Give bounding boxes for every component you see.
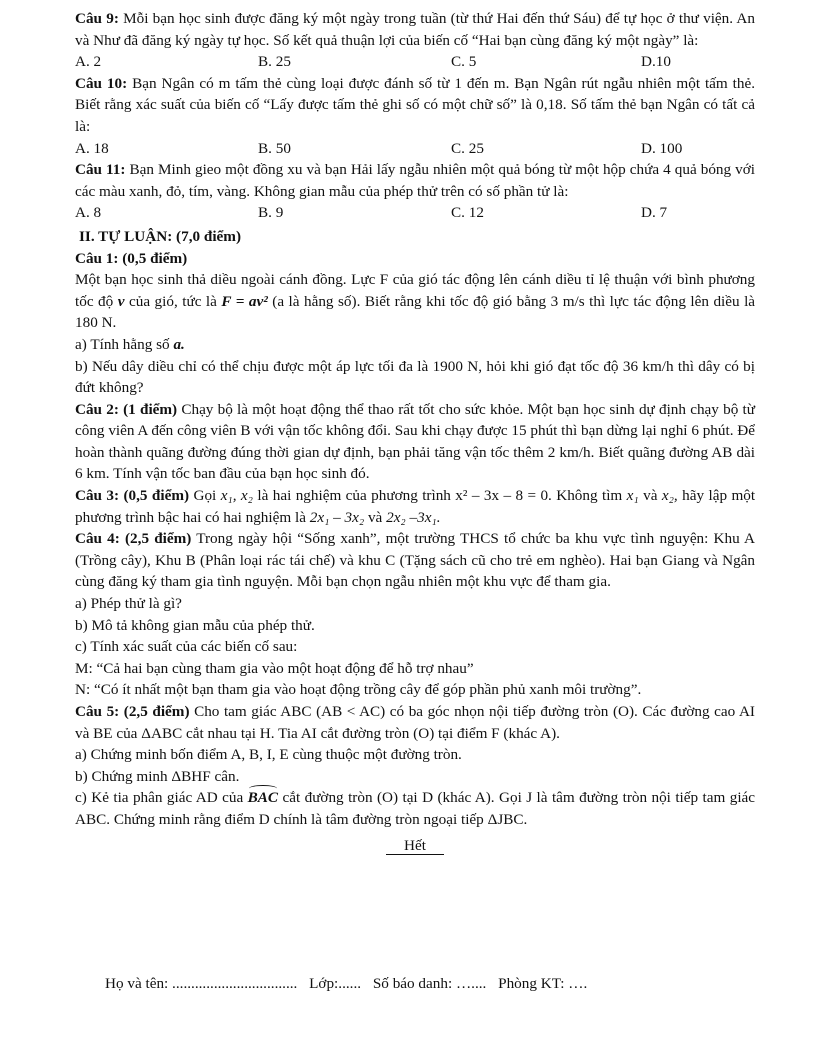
question-11 [75, 159, 755, 224]
end-text: Hết [386, 837, 444, 855]
option-d: D.10 [641, 53, 671, 71]
option-b: B. 9 [258, 204, 284, 222]
question-label: Câu 11: [75, 161, 126, 179]
question-label: Câu 4: (2,5 điểm) [75, 530, 192, 548]
part-a: a) Chứng minh bốn điểm A, B, I, E cùng thuộc một đường tròn. [75, 746, 462, 764]
part-a: a) Tính hằng số [75, 335, 170, 353]
essay-question-5 [75, 701, 755, 831]
option-b: B. 50 [258, 139, 291, 157]
new-root-2: 2x₂ –3x₁. [386, 508, 441, 526]
question-text: Mỗi bạn học sinh được đăng ký một ngày trong tuần (từ thứ Hai đến thứ Sáu) để tự học ở thư viện. An và Như đã đăng ký ngày tự học. Số kết quả thuận lợi của biến cố “Hai bạn cùng đăng ký một ngày” là: [75, 10, 755, 49]
exam-page [75, 8, 755, 856]
option-b: B. 25 [258, 53, 291, 71]
question-text: (a là hằng số). Biết rằng khi tốc độ gió bằng 3 m/s thì lực tác động lên diều là 180 N. [75, 292, 756, 332]
answer-options [75, 138, 755, 160]
variable-a: a. [173, 335, 185, 353]
new-root-1: 2x₁ – 3x₂ [309, 508, 365, 526]
option-c: C. 5 [451, 53, 477, 71]
conjunction: và [643, 487, 658, 505]
question-text: Bạn Minh gieo một đồng xu và bạn Hải lấy ngẫu nhiên một quả bóng từ một hộp chứa 4 quả bóng với các màu xanh, đỏ, tím, vàng. Không gian mẫu của phép thử trên có số phần tử là: [75, 161, 756, 200]
option-d: D. 100 [641, 139, 683, 157]
class-field: Lớp:...... [309, 975, 362, 992]
question-text: là hai nghiệm của phương trình x² – 3x – 8 = 0. Không tìm [257, 487, 623, 505]
end-marker [75, 835, 755, 857]
variable-v: v [117, 292, 125, 310]
part-c: c) Kẻ tia phân giác AD của [75, 789, 244, 807]
part-a: a) Phép thử là gì? [75, 595, 182, 613]
root-x1: x₁ [626, 487, 639, 505]
question-text: Chạy bộ là một hoạt động thể thao rất tốt cho sức khỏe. Một bạn học sinh dự định chạy bộ từ công viên A đến công viên B với vận tốc không đổi. Sau khi chạy được 15 phút thì bạn dừng lại nghỉ 6 phút. Để hoàn thành quãng đường đúng thời gian dự định, bạn phải tăng vận tốc thêm 2 km/h. Biết quãng đường AB dài 6 km. Tính vận tốc ban đầu của bạn học sinh đó. [75, 400, 756, 483]
student-info-footer [105, 975, 595, 993]
roots: x₁, x₂ [220, 487, 253, 505]
question-label: Câu 1: (0,5 điểm) [75, 249, 188, 267]
option-c: C. 25 [451, 139, 484, 157]
question-text: hãy lập một phương trình bậc hai có hai nghiệm là [75, 487, 756, 526]
name-field: Họ và tên: ................................. [105, 975, 298, 992]
room-field: Phòng KT: …. [498, 975, 588, 992]
question-label: Câu 5: (2,5 điểm) [75, 703, 190, 720]
option-a: A. 2 [75, 53, 102, 71]
question-9 [75, 8, 755, 73]
question-label: Câu 9: [75, 10, 119, 27]
part-c: c) Tính xác suất của các biến cố sau: [75, 638, 298, 656]
answer-options [75, 202, 755, 224]
question-text: Một bạn học sinh thả diều ngoài cánh đồng. Lực F của gió tác động lên cánh diều tỉ lệ thuận với bình phương tốc độ [75, 271, 755, 310]
section-heading: II. TỰ LUẬN: (7,0 điểm) [79, 227, 241, 245]
essay-question-3 [75, 485, 755, 528]
question-text: Gọi [193, 487, 217, 505]
conjunction: và [367, 508, 383, 526]
question-text: của gió, tức là [128, 292, 217, 310]
option-a: A. 8 [75, 204, 102, 222]
event-n: N: “Có ít nhất một bạn tham gia vào hoạt động trồng cây để góp phần phủ xanh môi trường”. [75, 681, 642, 699]
angle-bac: BAC [248, 787, 278, 809]
question-label: Câu 3: (0,5 điểm) [75, 487, 190, 505]
answer-options [75, 51, 755, 73]
question-label: Câu 10: [75, 74, 128, 92]
event-m: M: “Cả hai bạn cùng tham gia vào một hoạt động để hỗ trợ nhau” [75, 659, 474, 677]
part-b: b) Nếu dây diều chỉ có thể chịu được một áp lực tối đa là 1900 N, hỏi khi gió đạt tốc độ 36 km/h thì dây có bị đứt không? [75, 357, 755, 397]
option-c: C. 12 [451, 204, 484, 222]
candidate-number-field: Số báo danh: ….... [372, 975, 487, 992]
option-a: A. 18 [75, 139, 109, 157]
question-text: Cho tam giác ABC (AB < AC) có ba góc nhọn nội tiếp đường tròn (O). Các đường cao AI và BE của ΔABC cắt nhau tại H. Tia AI cắt đường tròn (O) tại điểm F (khác A). [75, 703, 755, 742]
option-d: D. 7 [641, 204, 668, 222]
part-b: b) Chứng minh ΔBHF cân. [75, 767, 240, 785]
question-label: Câu 2: (1 điểm) [75, 400, 178, 418]
essay-question-2 [75, 399, 755, 485]
formula: F = av² [221, 292, 268, 310]
question-10 [75, 73, 755, 159]
part-c-rest: cắt đường tròn (O) tại D (khác A). Gọi J là tâm đường tròn nội tiếp tam giác ABC. Chứng minh rằng điểm D chính là tâm đường tròn ngoại tiếp ΔJBC. [75, 789, 756, 828]
question-text: Trong ngày hội “Sống xanh”, một trường THCS tổ chức ba khu vực tình nguyện: Khu A (Trồng cây), Khu B (Phân loại rác tái chế) và khu C (Tặng sách cũ cho trẻ em nghèo). Hai bạn Giang và Ngân cùng đăng ký tham gia tình nguyện. Mỗi bạn chọn ngẫu nhiên một khu vực để tham gia. [75, 530, 755, 591]
essay-question-4 [75, 528, 755, 701]
root-x2: x₂, [661, 487, 678, 505]
essay-question-1 [75, 248, 755, 399]
question-text: Bạn Ngân có m tấm thẻ cùng loại được đánh số từ 1 đến m. Bạn Ngân rút ngẫu nhiên một tấm thẻ. Biết rằng xác suất của biến cố “Lấy được tấm thẻ ghi số có một chữ số” là 0,18. Số tấm thẻ bạn Ngân có tất cả là: [75, 74, 756, 135]
part-b: b) Mô tả không gian mẫu của phép thử. [75, 616, 315, 634]
